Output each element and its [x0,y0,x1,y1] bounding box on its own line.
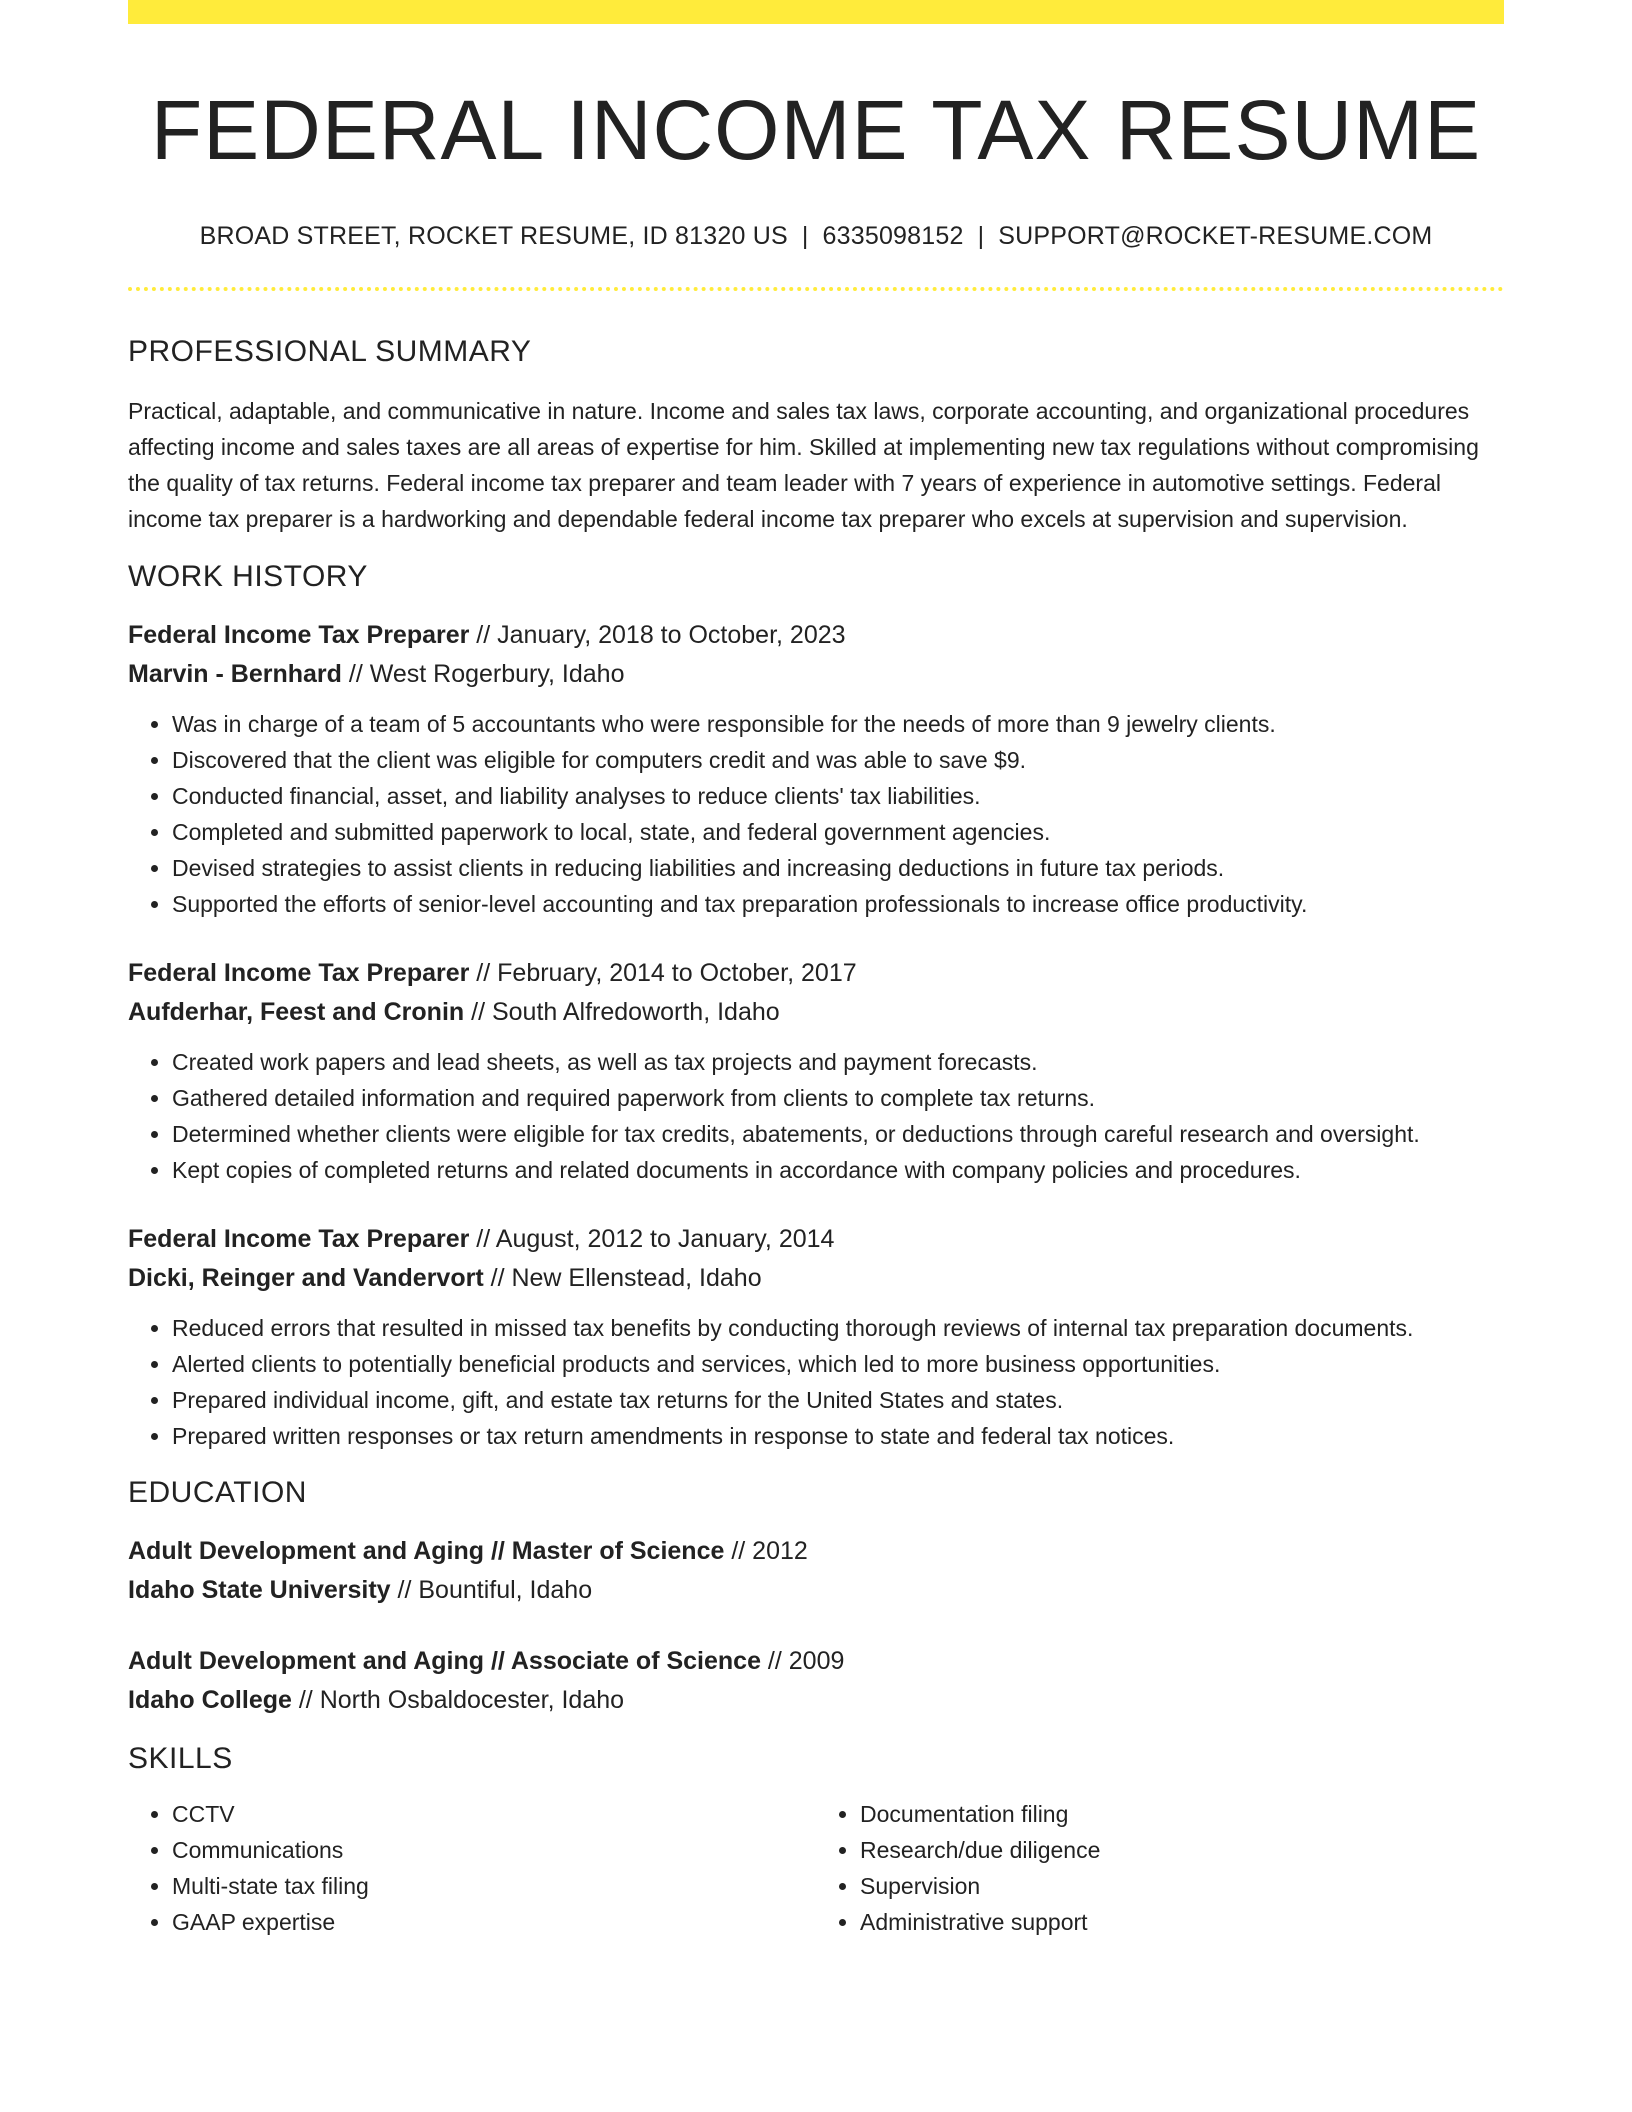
education-year: // 2012 [724,1537,808,1566]
education-entry [128,1532,1504,1610]
job-bullets [128,1310,1504,1454]
job-bullet: • Prepared written responses or tax return amendments in response to state and federal tax notices. [172,1418,1504,1454]
job-location: // South Alfredoworth, Idaho [464,998,780,1027]
job-bullet: • Supported the efforts of senior-level accounting and tax preparation professionals to increase office productivity. [172,886,1504,922]
job-bullet: • Kept copies of completed returns and related documents in accordance with company policies and procedures. [172,1152,1504,1188]
accent-top-bar [128,0,1504,24]
job-bullet: • Gathered detailed information and required paperwork from clients to complete tax returns. [172,1080,1504,1116]
education-degree-line [128,1532,1504,1571]
summary-text: Practical, adaptable, and communicative in nature. Income and sales tax laws, corporate accounting, and organizational procedures affecting income and sales taxes are all areas of expertise for him. Skilled at implementing new tax regulations without compromising the quality of tax returns. Federal income tax preparer and team leader with 7 years of experience in automotive settings. Federal income tax preparer is a hardworking and dependable federal income tax preparer who excels at supervision and supervision. [128,398,1479,533]
dotted-divider [128,287,1504,291]
skill-item: • Supervision [860,1868,1504,1904]
education-year: // 2009 [760,1647,845,1676]
job-bullet: • Completed and submitted paperwork to local, state, and federal government agencies. [172,814,1504,850]
education-degree: Adult Development and Aging // Master of Science [128,1537,725,1566]
job-bullet: • Created work papers and lead sheets, as well as tax projects and payment forecasts. [172,1044,1504,1080]
job-title: Federal Income Tax Preparer [128,1225,470,1254]
job-company-line [128,655,1504,694]
education-school-line [128,1571,1504,1610]
job-dates: // February, 2014 to October, 2017 [469,959,857,988]
job-entry [128,616,1504,922]
skill-item: • Communications [172,1832,816,1868]
skill-item: • Research/due diligence [860,1832,1504,1868]
job-location: // West Rogerbury, Idaho [341,660,625,689]
job-bullet: • Prepared individual income, gift, and estate tax returns for the United States and states. [172,1382,1504,1418]
job-bullet: • Was in charge of a team of 5 accountants who were responsible for the needs of more than 9 jewelry clients. [172,706,1504,742]
job-company: Aufderhar, Feest and Cronin [128,998,465,1027]
skill-item: • Administrative support [860,1904,1504,1940]
contact-separator: | [977,222,985,251]
section-heading-work: WORK HISTORY [128,560,368,594]
education-school: Idaho College [128,1686,292,1715]
skill-item: • Multi-state tax filing [172,1868,816,1904]
contact-separator: | [801,222,809,251]
contact-email: SUPPORT@ROCKET-RESUME.COM [998,222,1433,251]
education-school: Idaho State University [128,1576,391,1605]
job-dates: // January, 2018 to October, 2023 [469,621,846,650]
education-degree: Adult Development and Aging // Associate of Science [128,1647,761,1676]
job-title-line [128,616,1504,655]
section-heading-skills: SKILLS [128,1742,233,1776]
resume-title: FEDERAL INCOME TAX RESUME [150,83,1482,177]
skill-item: • GAAP expertise [172,1904,816,1940]
resume-page [128,0,1504,1940]
job-bullet: • Devised strategies to assist clients in reducing liabilities and increasing deductions in future tax periods. [172,850,1504,886]
job-bullet: • Conducted financial, asset, and liability analyses to reduce clients' tax liabilities. [172,778,1504,814]
job-entry [128,954,1504,1188]
job-company: Dicki, Reinger and Vandervort [128,1264,484,1293]
contact-phone: 6335098152 [822,222,964,251]
job-title-line [128,1220,1504,1259]
job-dates: // August, 2012 to January, 2014 [469,1225,835,1254]
job-company-line [128,1259,1504,1298]
job-company-line [128,993,1504,1032]
skills-list-left [128,1796,816,1940]
education-location: // North Osbaldocester, Idaho [291,1686,625,1715]
job-bullet: • Alerted clients to potentially beneficial products and services, which led to more business opportunities. [172,1346,1504,1382]
education-degree-line [128,1642,1504,1681]
education-entry [128,1642,1504,1720]
job-location: // New Ellenstead, Idaho [483,1264,762,1293]
job-bullet: • Determined whether clients were eligible for tax credits, abatements, or deductions through careful research and oversight. [172,1116,1504,1152]
education-school-line [128,1681,1504,1720]
education-location: // Bountiful, Idaho [390,1576,593,1605]
skills-list-right [816,1796,1504,1940]
job-title-line [128,954,1504,993]
contact-line [128,222,1504,251]
job-bullet: • Reduced errors that resulted in missed tax benefits by conducting thorough reviews of internal tax preparation documents. [172,1310,1504,1346]
job-bullets [128,1044,1504,1188]
contact-address: BROAD STREET, ROCKET RESUME, ID 81320 US [199,222,788,251]
section-heading-education: EDUCATION [128,1476,307,1510]
job-title: Federal Income Tax Preparer [128,621,470,650]
job-company: Marvin - Bernhard [128,660,342,689]
job-bullet: • Discovered that the client was eligible for computers credit and was able to save $9. [172,742,1504,778]
job-entry [128,1220,1504,1454]
job-bullets [128,706,1504,922]
skills-columns [128,1796,1504,1940]
job-title: Federal Income Tax Preparer [128,959,470,988]
skill-item: • CCTV [172,1796,816,1832]
skill-item: • Documentation filing [860,1796,1504,1832]
section-heading-summary: PROFESSIONAL SUMMARY [128,335,532,369]
